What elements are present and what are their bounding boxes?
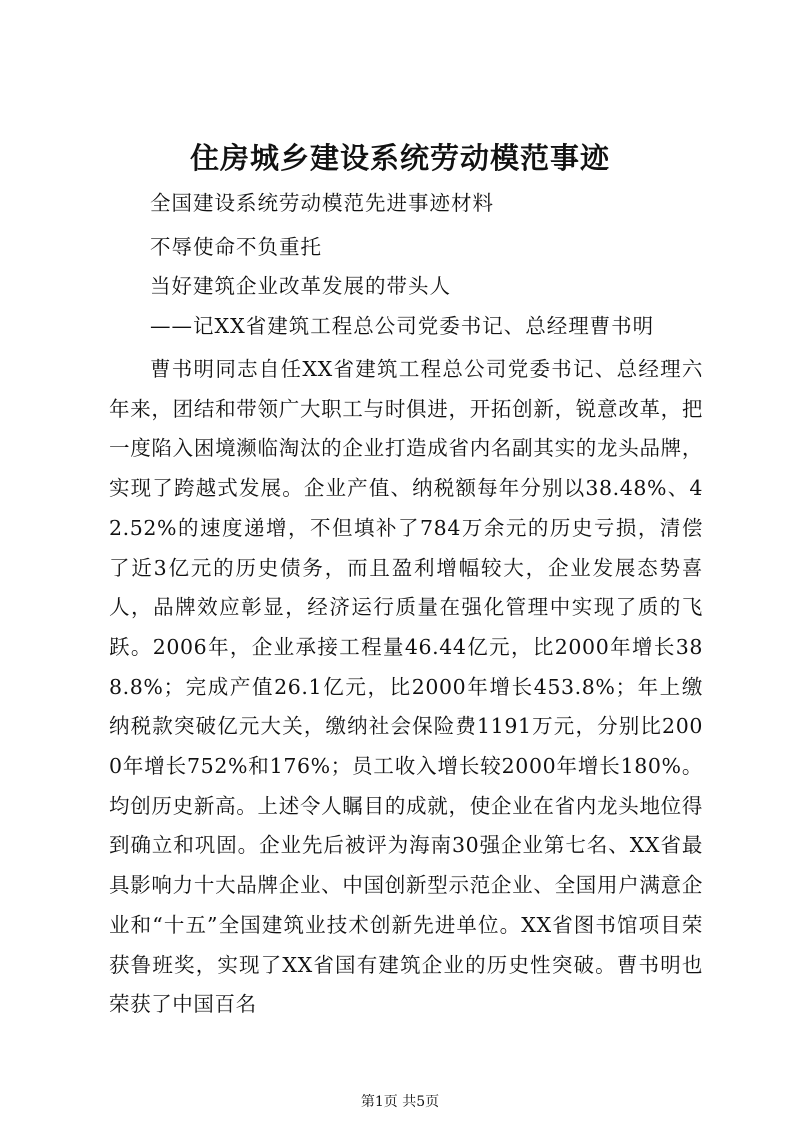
- subtitle-line-3: 当好建筑企业改革发展的带头人: [150, 274, 451, 298]
- page-number-footer: 第1页 共5页: [360, 1094, 440, 1110]
- subtitle-line-2: 不辱使命不负重托: [150, 235, 322, 259]
- subtitle-line-1: 全国建设系统劳动模范先进事迹材料: [150, 191, 494, 215]
- subtitle-line-4: ——记XX省建筑工程总公司党委书记、总经理曹书明: [150, 314, 655, 338]
- body-paragraph: 曹书明同志自任XX省建筑工程总公司党委书记、总经理六年来，团结和带领广大职工与时俱进，开拓创新，锐意改革，把一度陷入困境濒临淘汰的企业打造成省内名副其实的龙头品牌，实现了跨越式发展。企业产值、纳税额每年分别以38.48%、42.52%的速度递增，不但填补了784万余元的历史亏损，清偿了近3亿元的历史债务，而且盈利增幅较大，企业发展态势喜人，品牌效应彰显，经济运行质量在强化管理中实现了质的飞跃。2006年，企业承接工程量46.44亿元，比2000年增长388.8%；完成产值26.1亿元，比2000年增长453.8%；年上缴纳税款突破亿元大关，缴纳社会保险费1191万元，分别比2000年增长752%和176%；员工收入增长较2000年增长180%。均创历史新高。上述令人瞩目的成就，使企业在省内龙头地位得到确立和巩固。企业先后被评为海南30强企业第七名、XX省最具影响力十大品牌企业、中国创新型示范企业、全国用户满意企业和“十五”全国建筑业技术创新先进单位。XX省图书馆项目荣获鲁班奖，实现了XX省国有建筑企业的历史性突破。曹书明也荣获了中国百名: [109, 357, 703, 1017]
- page-title: 住房城乡建设系统劳动模范事迹: [189, 141, 610, 175]
